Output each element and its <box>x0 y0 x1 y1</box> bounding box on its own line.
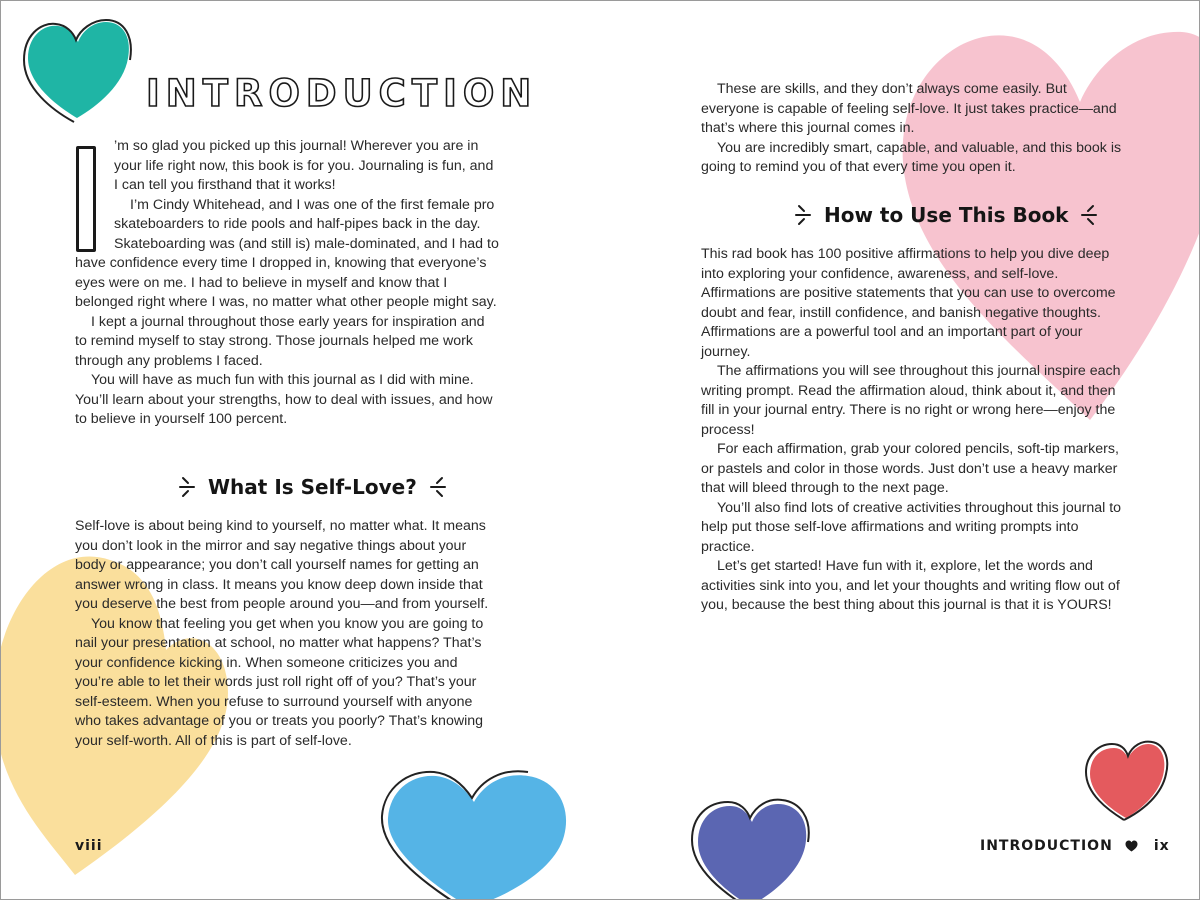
burst-right-icon <box>1076 202 1098 228</box>
intro-paragraph: I’m Cindy Whitehead, and I was one of the first female pro skateboarders to ride pools and half-pipes back in the day. Skateboarding was (and still is) male-dominated, and I had to have confidence every time I dropped in, knowing that everyone’s eyes were on me. I had to believe in myself and know that I belonged right where I was, no matter what other people might say. <box>75 196 499 310</box>
how-to-paragraph: The affirmations you will see throughout this journal inspire each writing prompt. Read the affirmation aloud, think about it, and then fill in your journal entry. There is no right or wrong here—enjoy the process! <box>701 363 1121 438</box>
intro-body <box>75 137 499 430</box>
right-top-body <box>701 80 1125 178</box>
section-heading-how-to-use <box>794 202 1098 228</box>
how-to-paragraph: For each affirmation, grab your colored pencils, soft-tip markers, or pastels and color in those words. Just don’t use a heavy marker that will bleed through to the next page. <box>701 441 1119 496</box>
burst-right-icon <box>425 474 447 500</box>
right-paragraph: These are skills, and they don’t always come easily. But everyone is capable of feeling self-love. It just takes practice—and that’s where this journal comes in. <box>701 81 1117 136</box>
how-to-paragraph: This rad book has 100 positive affirmations to help you dive deep into exploring your confidence, awareness, and self-love. Affirmations are positive statements that you can use to overcome doubt and fear, instill confidence, and banish negative thoughts. Affirmations are a powerful tool and an important part of your journey. <box>701 246 1116 360</box>
section-heading-text: How to Use This Book <box>824 203 1069 227</box>
how-to-use-body <box>701 245 1125 616</box>
burst-left-icon <box>178 474 200 500</box>
intro-first-paragraph <box>75 137 499 196</box>
right-page <box>600 0 1200 900</box>
heart-icon <box>1125 840 1138 852</box>
section-heading-self-love <box>178 474 447 500</box>
running-head-text: INTRODUCTION <box>980 838 1113 854</box>
page-number-left: viii <box>75 838 103 854</box>
intro-paragraph: I kept a journal throughout those early years for inspiration and to remind myself to stay strong. Those journals helped me work through any problems I faced. <box>75 313 485 369</box>
self-love-paragraph: Self-love is about being kind to yourself, no matter what. It means you don’t look in the mirror and say negative things about your body or appearance; you don’t call yourself names for getting an answer wrong in class. It means you know deep down inside that you deserve the best from people around you—and from yourself. <box>75 518 489 612</box>
right-paragraph: You are incredibly smart, capable, and valuable, and this book is going to remind you of that every time you open it. <box>701 139 1122 175</box>
self-love-paragraph: You know that feeling you get when you know you are going to nail your presentation at school, no matter what happens? That’s your confidence kicking in. When someone criticizes you and you’re able to let their words just roll right off of you? That’s your self-esteem. When you refuse to surround yourself with anyone who takes advantage of you or treats you poorly? That’s knowing your self-worth. All of this is part of self-love. <box>75 615 484 749</box>
burst-left-icon <box>794 202 816 228</box>
intro-first-text: ’m so glad you picked up this journal! Wherever you are in your life right now, this book is for you. Journaling is fun, and I can tell you firsthand that it works! <box>114 138 494 193</box>
section-heading-text: What Is Self-Love? <box>208 475 417 499</box>
drop-cap <box>76 146 96 252</box>
page-title: INTRODUCTION <box>146 72 538 115</box>
how-to-paragraph: Let’s get started! Have fun with it, explore, let the words and activities sink into you, and let your thoughts and writing flow out of you, because the best thing about this journal is that it is YOURS! <box>701 558 1120 613</box>
how-to-paragraph: You’ll also find lots of creative activities throughout this journal to help put those self-love affirmations and writing prompts into practice. <box>701 499 1122 555</box>
self-love-body <box>75 517 499 751</box>
page-number-right: ix <box>1153 838 1170 854</box>
intro-paragraph: You will have as much fun with this journal as I did with mine. You’ll learn about your strengths, how to deal with issues, and how to believe in yourself 100 percent. <box>75 372 493 427</box>
running-head <box>980 838 1170 854</box>
